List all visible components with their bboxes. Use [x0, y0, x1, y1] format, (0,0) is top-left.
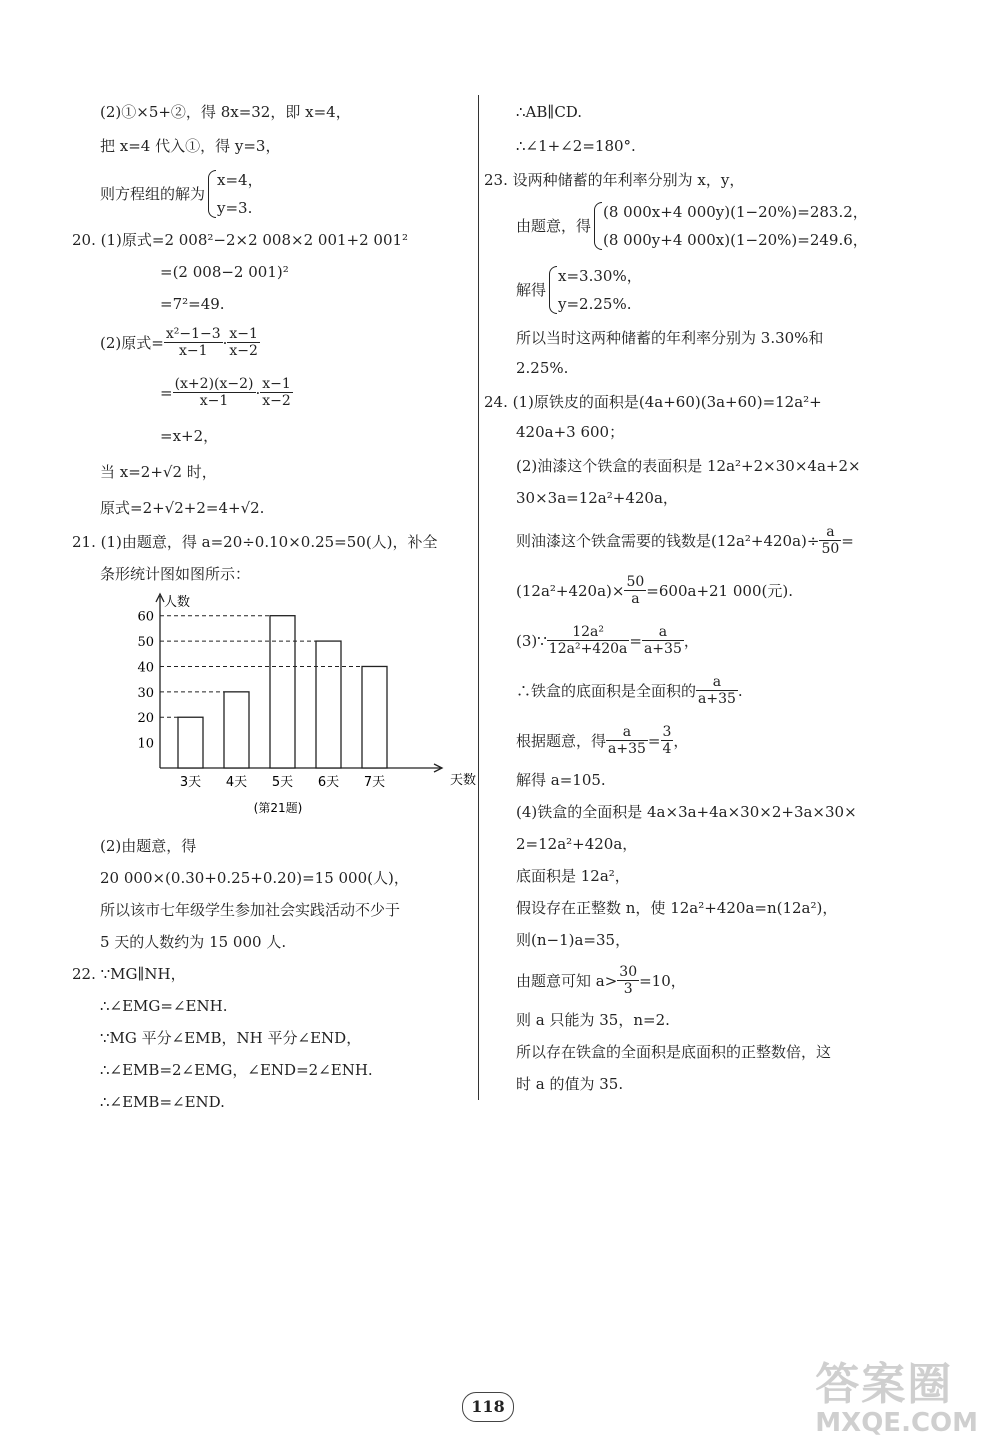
brace-system: (8 000x+4 000y)(1−20%)=283.2， (8 000y+4 000x)(1−20%)=249.6， [591, 198, 868, 254]
sol-23-system: 解得 x=3.30%， y=2.25%. [516, 262, 642, 318]
bar [316, 641, 341, 768]
sol-22-line: ∴∠EMB=2∠EMG，∠END=2∠ENH. [100, 1061, 373, 1079]
sol-22-cont: ∴AB∥CD. [516, 103, 583, 121]
sol-24-line: 底面积是 12a²， [516, 867, 630, 885]
sol-20-fraction-line: (2)原式= $\frac{\text{x²−1−3}}{x-1}$ · $\frac{x-1}{x-2}$ [100, 326, 258, 359]
sol-21-line: 5 天的人数约为 15 000 人. [100, 933, 287, 951]
sol-24-line: 则 a 只能为 35，n=2. [516, 1011, 670, 1029]
sol-24-fraction-line: ∴铁盒的底面积是全面积的 $\frac{a}{a+35}$ . [516, 674, 743, 707]
sol-21-line: (2)由题意，得 [100, 837, 197, 855]
sol-24-line: 420a+3 600； [516, 423, 625, 441]
y-tick-label: 40 [137, 660, 154, 676]
bar-chart [120, 588, 477, 823]
y-tick-label: 10 [137, 736, 154, 752]
sol-24-line: 则(n−1)a=35， [516, 931, 631, 949]
sol-24-line: 24. (1)原铁皮的面积是(4a+60)(3a+60)=12a²+ [484, 393, 822, 411]
sol-20-line: 当 x=2+√2 时， [100, 463, 217, 481]
x-tick-label: 7天 [363, 775, 386, 790]
sol-24-fraction-line: (3)∵ $\frac{\text{12a²}}{\text{12a²+420a}}$ = $\frac{a}{a+35}$ ， [516, 624, 699, 657]
y-tick-label: 20 [137, 711, 154, 727]
sol-21-line: 20 000×(0.30+0.25+0.20)=15 000(人)， [100, 869, 409, 887]
y-tick-label: 30 [137, 685, 154, 701]
x-tick-label: 4天 [225, 775, 248, 790]
sol-22-line: 22. ∵MG∥NH， [72, 965, 186, 983]
chart-caption: (第21题) [253, 801, 303, 815]
x-tick-label: 6天 [317, 775, 340, 790]
sol-22-line: ∵MG 平分∠EMB，NH 平分∠END， [100, 1029, 362, 1047]
page-number: 118 [462, 1392, 514, 1422]
sol-24-line: 所以存在铁盒的全面积是底面积的正整数倍，这 [516, 1043, 832, 1061]
sol-23-line: 2.25%. [516, 359, 569, 377]
sol-24-line: (2)油漆这个铁盒的表面积是 12a²+2×30×4a+2× [516, 457, 861, 475]
bar [224, 692, 249, 768]
sol-22-cont: ∴∠1+∠2=180°. [516, 137, 636, 155]
sol-20-fraction-line: = $\frac{(x+2)(x-2)}{x-1}$ · $\frac{x-1}{x-2}$ [160, 376, 291, 409]
sol-24-fraction-line: 则油漆这个铁盒需要的钱数是(12a²+420a)÷ $\frac{a}{50}$ = [516, 524, 854, 557]
sol-24-line: (4)铁盒的全面积是 4a×3a+4a×30×2+3a×30× [516, 803, 857, 821]
brace-system: x=3.30%， y=2.25%. [546, 262, 642, 318]
bar [270, 616, 295, 768]
x-tick-label: 5天 [271, 775, 294, 790]
sol-20-line: 20. (1)原式=2 008²−2×2 008×2 001+2 001² [72, 231, 409, 249]
sol-23-line: 23. 设两种储蓄的年利率分别为 x，y， [484, 171, 745, 189]
watermark-logo: 答案圈 MXQE.COM [815, 1359, 978, 1438]
sol-19-line: 把 x=4 代入①，得 y=3， [100, 137, 281, 155]
column-divider [478, 95, 479, 1100]
x-tick-label: 3天 [179, 775, 202, 790]
sol-21-line: 21. (1)由题意，得 a=20÷0.10×0.25=50(人)，补全 [72, 533, 438, 551]
sol-23-line: 所以当时这两种储蓄的年利率分别为 3.30%和 [516, 329, 824, 347]
sol-22-line: ∴∠EMB=∠END. [100, 1093, 225, 1111]
sol-20-line: =x+2， [160, 427, 219, 445]
sol-19-line: (2)①×5+②，得 8x=32，即 x=4， [100, 103, 351, 121]
sol-24-fraction-line: 根据题意，得 $\frac{a}{a+35}$ = $\frac{3}{4}$ ， [516, 724, 689, 757]
y-tick-label: 60 [137, 609, 154, 625]
sol-20-line: 原式=2+√2+2=4+√2. [100, 499, 265, 517]
sol-21-line: 条形统计图如图所示： [100, 565, 251, 583]
sol-24-line: 解得 a=105. [516, 771, 606, 789]
sol-20-line: =7²=49. [160, 295, 225, 313]
sol-24-fraction-line: 由题意可知 a> $\frac{30}{3}$ =10， [516, 964, 686, 997]
sol-22-line: ∴∠EMG=∠ENH. [100, 997, 228, 1015]
sol-23-system: 由题意，得 (8 000x+4 000y)(1−20%)=283.2， (8 000y+4 000x)(1−20%)=249.6， [516, 198, 868, 254]
sol-24-line: 2=12a²+420a， [516, 835, 638, 853]
sol-20-line: =(2 008−2 001)² [160, 263, 289, 281]
sol-24-line: 30×3a=12a²+420a， [516, 489, 678, 507]
sol-24-line: 时 a 的值为 35. [516, 1075, 624, 1093]
y-axis-label: 人数 [164, 595, 191, 610]
bar [362, 666, 387, 768]
x-axis-label: 天数 [450, 773, 477, 788]
brace-system: x=4， y=3. [205, 166, 263, 222]
y-tick-label: 50 [137, 635, 154, 651]
sol-19-system: 则方程组的解为 x=4， y=3. [100, 166, 263, 222]
sol-24-fraction-line: (12a²+420a)× $\frac{50}{a}$ =600a+21 000(元). [516, 574, 793, 607]
sol-24-line: 假设存在正整数 n，使 12a²+420a=n(12a²)， [516, 899, 838, 917]
sol-21-line: 所以该市七年级学生参加社会实践活动不少于 [100, 901, 401, 919]
bar [178, 717, 203, 768]
